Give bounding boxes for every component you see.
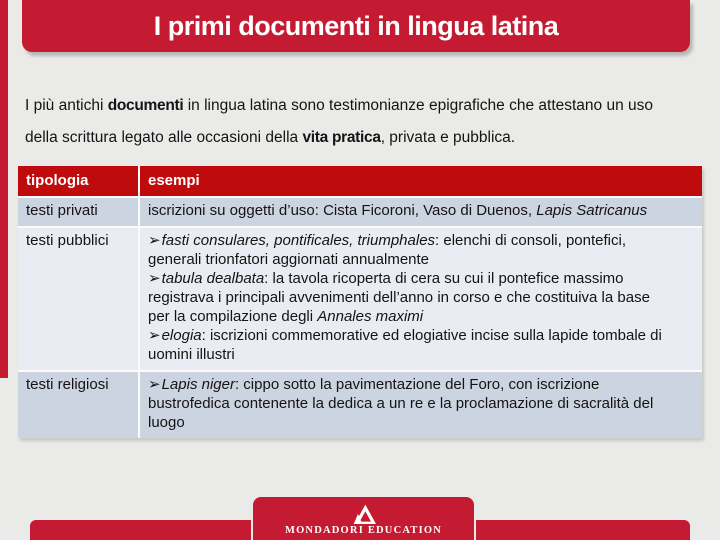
bullet-1-latin-term: fasti consulares, pontificales, triumphales (161, 232, 436, 249)
bullet-2-text: : la tavola ricoperta di cera su cui il pontefice massimo registrava i principali avvenimenti dell’anno in corso e che costituiva la base per la compilazione degli (148, 270, 650, 325)
row-privati-label: testi privati (18, 198, 138, 226)
bullet-2-latin-term: tabula dealbata (161, 270, 265, 287)
slide-title: I primi documenti in lingua latina (153, 10, 559, 41)
intro-text-3: , privata e pubblica. (380, 129, 516, 146)
religiosi-latin-term: Lapis niger (161, 376, 235, 393)
row-privati-content (140, 198, 702, 226)
intro-paragraph (25, 90, 685, 154)
intro-bold-2: vita pratica (302, 129, 381, 146)
left-accent-strip (0, 0, 8, 378)
typology-table (18, 166, 702, 438)
arrow-bullet-icon: ➢ (148, 232, 161, 249)
footer-logo-tab (253, 497, 474, 540)
arrow-bullet-icon: ➢ (148, 376, 161, 393)
row-religiosi-label: testi religiosi (18, 372, 138, 438)
intro-text-1: I più antichi (25, 97, 108, 114)
arrow-bullet-icon: ➢ (148, 327, 161, 344)
row-pubblici-label: testi pubblici (18, 228, 138, 370)
mondadori-m-icon (350, 504, 378, 524)
bullet-2-latin-term-2: Annales maximi (317, 308, 424, 325)
privati-text: iscrizioni su oggetti d’uso: Cista Ficoroni, Vaso di Duenos, (148, 202, 537, 219)
table-header-esempi: esempi (140, 166, 702, 196)
table-header-tipologia: tipologia (18, 166, 138, 196)
pubblici-bullet-3 (148, 326, 672, 364)
row-pubblici-content (140, 228, 702, 370)
intro-bold-1: documenti (107, 97, 184, 114)
arrow-bullet-icon: ➢ (148, 270, 161, 287)
row-religiosi-content (140, 372, 702, 438)
bullet-3-latin-term: elogia (161, 327, 202, 344)
religiosi-bullet-1 (148, 375, 672, 432)
title-banner (22, 0, 690, 52)
pubblici-bullet-1 (148, 231, 672, 269)
religiosi-text: : cippo sotto la pavimentazione del Foro, con iscrizione bustrofedica contenente la dedica a un re e la proclamazione di sacralità del luogo (148, 376, 654, 431)
pubblici-bullet-2 (148, 269, 672, 326)
bullet-3-text: : iscrizioni commemorative ed elogiative incise sulla lapide tombale di uomini illustri (148, 327, 662, 363)
bullet-1-text: : elenchi di consoli, pontefici, generali trionfatori aggiornati annualmente (148, 232, 626, 268)
intro-text-2: in lingua latina sono testimonianze epigrafiche che attestano un uso della scrittura legato alle occasioni della (25, 97, 654, 146)
privati-latin-term: Lapis Satricanus (536, 202, 648, 219)
brand-name: MONDADORI EDUCATION (284, 525, 443, 536)
